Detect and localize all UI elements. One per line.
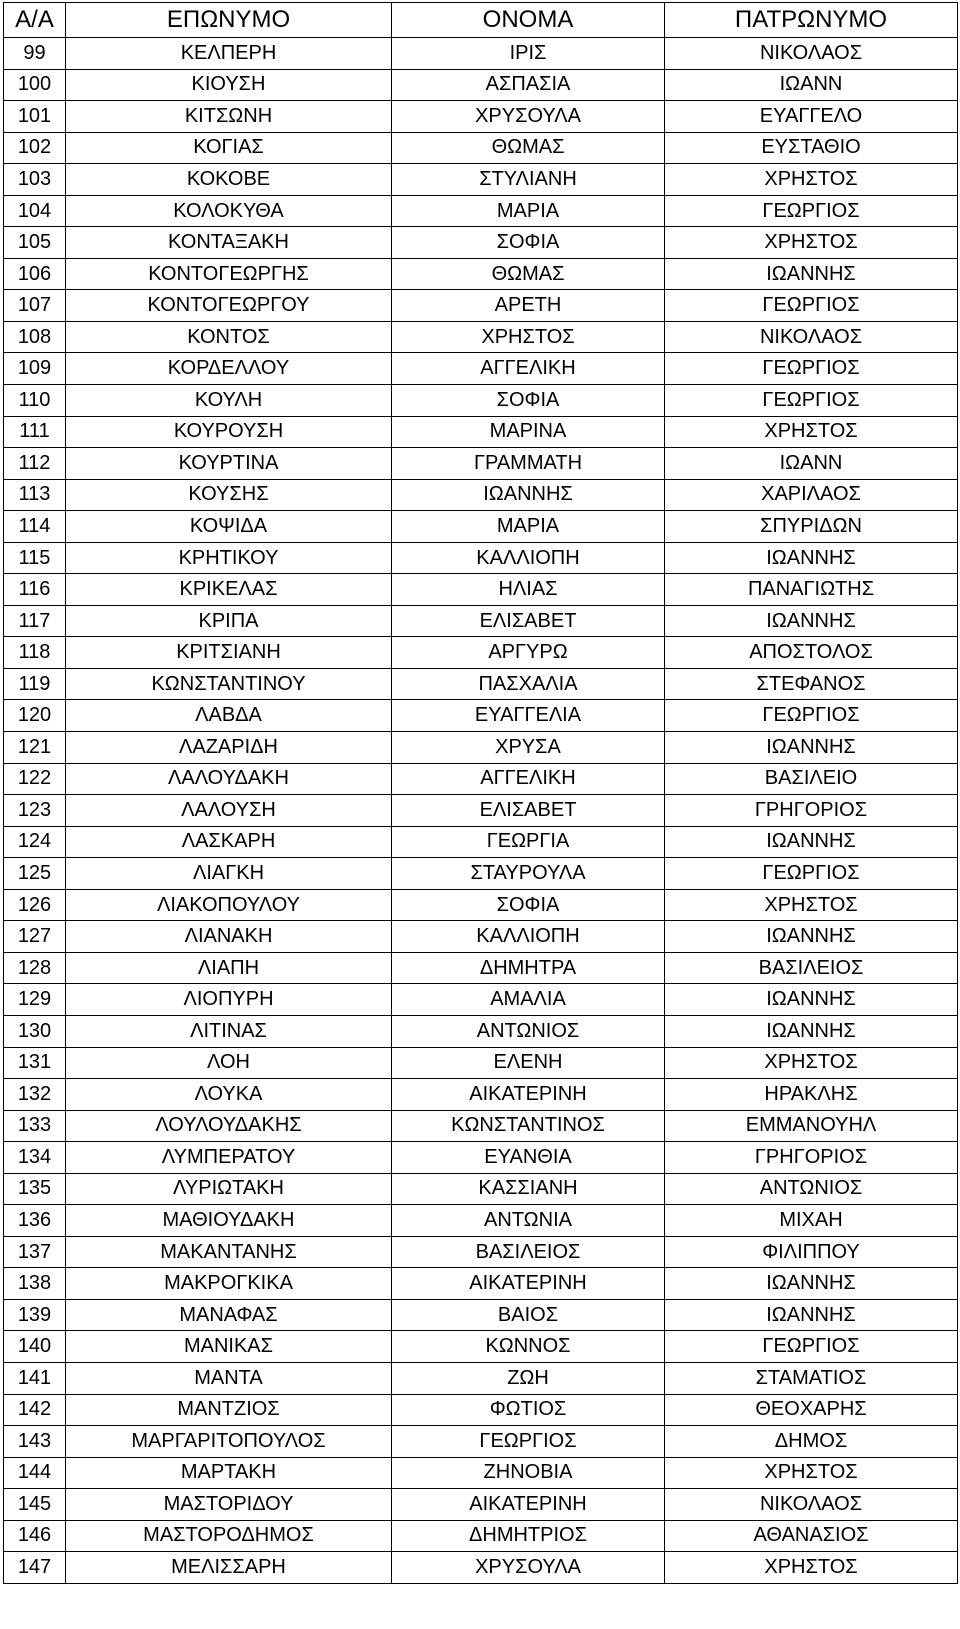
father-name-cell: ΔΗΜΟΣ [665, 1426, 958, 1458]
father-name-cell: ΙΩΑΝΝΗΣ [665, 984, 958, 1016]
surname-cell: ΛΟΗ [66, 1047, 392, 1079]
row-number-cell: 147 [4, 1552, 66, 1584]
name-cell: ΕΛΙΣΑΒΕΤ [392, 605, 665, 637]
name-cell: ΕΛΙΣΑΒΕΤ [392, 795, 665, 827]
row-number-cell: 107 [4, 290, 66, 322]
name-cell: ΖΗΝΟΒΙΑ [392, 1457, 665, 1489]
table-row [4, 1047, 958, 1079]
table-row [4, 511, 958, 543]
name-cell: ΕΛΕΝΗ [392, 1047, 665, 1079]
father-name-cell: ΜΙΧΑΗ [665, 1205, 958, 1237]
surname-cell: ΚΙΟΥΣΗ [66, 69, 392, 101]
row-number-cell: 144 [4, 1457, 66, 1489]
row-number-cell: 119 [4, 668, 66, 700]
row-number-cell: 118 [4, 637, 66, 669]
father-name-cell: ΧΡΗΣΤΟΣ [665, 416, 958, 448]
father-name-cell: ΙΩΑΝΝΗΣ [665, 826, 958, 858]
surname-cell: ΛΙΤΙΝΑΣ [66, 1015, 392, 1047]
table-header-row [4, 3, 958, 38]
row-number-cell: 105 [4, 227, 66, 259]
surname-cell: ΚΟΝΤΟΣ [66, 321, 392, 353]
father-name-cell: ΓΕΩΡΓΙΟΣ [665, 858, 958, 890]
row-number-cell: 108 [4, 321, 66, 353]
row-number-cell: 136 [4, 1205, 66, 1237]
row-number-cell: 123 [4, 795, 66, 827]
surname-cell: ΚΩΝΣΤΑΝΤΙΝΟΥ [66, 668, 392, 700]
table-row [4, 1362, 958, 1394]
table-row [4, 353, 958, 385]
surname-cell: ΛΑΣΚΑΡΗ [66, 826, 392, 858]
surname-cell: ΛΥΡΙΩΤΑΚΗ [66, 1173, 392, 1205]
row-number-cell: 133 [4, 1110, 66, 1142]
surname-cell: ΜΑΚΑΝΤΑΝΗΣ [66, 1236, 392, 1268]
name-cell: ΑΙΚΑΤΕΡΙΝΗ [392, 1079, 665, 1111]
father-name-cell: ΧΡΗΣΤΟΣ [665, 1047, 958, 1079]
name-cell: ΓΕΩΡΓΙΑ [392, 826, 665, 858]
table-row [4, 38, 958, 70]
name-cell: ΚΑΣΣΙΑΝΗ [392, 1173, 665, 1205]
table-row [4, 921, 958, 953]
table-row [4, 889, 958, 921]
table-row [4, 164, 958, 196]
row-number-cell: 120 [4, 700, 66, 732]
row-number-cell: 109 [4, 353, 66, 385]
table-row [4, 321, 958, 353]
surname-cell: ΚΟΝΤΑΞΑΚΗ [66, 227, 392, 259]
row-number-cell: 100 [4, 69, 66, 101]
name-cell: ΑΙΚΑΤΕΡΙΝΗ [392, 1268, 665, 1300]
surname-cell: ΛΟΥΚΑ [66, 1079, 392, 1111]
father-name-cell: ΕΜΜΑΝΟΥΗΛ [665, 1110, 958, 1142]
surname-cell: ΛΙΑΓΚΗ [66, 858, 392, 890]
father-name-cell: ΙΩΑΝΝΗΣ [665, 1299, 958, 1331]
surname-cell: ΜΑΣΤΟΡΟΔΗΜΟΣ [66, 1520, 392, 1552]
table-row [4, 1552, 958, 1584]
surname-cell: ΜΑΣΤΟΡΙΔΟΥ [66, 1489, 392, 1521]
table-row [4, 416, 958, 448]
name-cell: ΚΩΝΣΤΑΝΤΙΝΟΣ [392, 1110, 665, 1142]
table-row [4, 1394, 958, 1426]
name-cell: ΧΡΥΣΟΥΛΑ [392, 1552, 665, 1584]
name-cell: ΜΑΡΙΑ [392, 195, 665, 227]
name-cell: ΠΑΣΧΑΛΙΑ [392, 668, 665, 700]
father-name-cell: ΣΤΑΜΑΤΙΟΣ [665, 1362, 958, 1394]
father-name-cell: ΝΙΚΟΛΑΟΣ [665, 321, 958, 353]
surname-cell: ΛΙΑΠΗ [66, 952, 392, 984]
surname-cell: ΛΑΖΑΡΙΔΗ [66, 732, 392, 764]
name-cell: ΔΗΜΗΤΡΑ [392, 952, 665, 984]
father-name-cell: ΧΡΗΣΤΟΣ [665, 1552, 958, 1584]
table-row [4, 574, 958, 606]
row-number-cell: 128 [4, 952, 66, 984]
surname-cell: ΚΟΓΙΑΣ [66, 132, 392, 164]
surname-cell: ΛΑΛΟΥΔΑΚΗ [66, 763, 392, 795]
row-number-cell: 114 [4, 511, 66, 543]
name-cell: ΒΑΙΟΣ [392, 1299, 665, 1331]
row-number-cell: 141 [4, 1362, 66, 1394]
table-row [4, 69, 958, 101]
table-row [4, 1142, 958, 1174]
header-name: ΟΝΟΜΑ [392, 3, 665, 38]
name-cell: ΑΡΓΥΡΩ [392, 637, 665, 669]
name-cell: ΜΑΡΙΑ [392, 511, 665, 543]
header-father-name: ΠΑΤΡΩΝΥΜΟ [665, 3, 958, 38]
table-row [4, 700, 958, 732]
table-row [4, 1520, 958, 1552]
header-aa: Α/Α [4, 3, 66, 38]
name-cell: ΑΓΓΕΛΙΚΗ [392, 763, 665, 795]
surname-cell: ΚΟΝΤΟΓΕΩΡΓΗΣ [66, 258, 392, 290]
surname-cell: ΛΑΒΔΑ [66, 700, 392, 732]
table-row [4, 826, 958, 858]
row-number-cell: 138 [4, 1268, 66, 1300]
name-cell: ΧΡΗΣΤΟΣ [392, 321, 665, 353]
surname-cell: ΚΟΥΡΟΥΣΗ [66, 416, 392, 448]
table-row [4, 732, 958, 764]
name-cell: ΣΤΥΛΙΑΝΗ [392, 164, 665, 196]
father-name-cell: ΣΤΕΦΑΝΟΣ [665, 668, 958, 700]
row-number-cell: 135 [4, 1173, 66, 1205]
table-row [4, 1268, 958, 1300]
father-name-cell: ΙΩΑΝΝΗΣ [665, 1015, 958, 1047]
name-cell: ΖΩΗ [392, 1362, 665, 1394]
names-table [3, 2, 958, 1584]
surname-cell: ΚΟΛΟΚΥΘΑ [66, 195, 392, 227]
surname-cell: ΛΙΑΝΑΚΗ [66, 921, 392, 953]
surname-cell: ΚΟΨΙΔΑ [66, 511, 392, 543]
father-name-cell: ΓΕΩΡΓΙΟΣ [665, 195, 958, 227]
father-name-cell: ΓΕΩΡΓΙΟΣ [665, 353, 958, 385]
name-cell: ΣΟΦΙΑ [392, 385, 665, 417]
name-cell: ΘΩΜΑΣ [392, 258, 665, 290]
father-name-cell: ΧΡΗΣΤΟΣ [665, 1457, 958, 1489]
table-row [4, 1173, 958, 1205]
surname-cell: ΚΟΡΔΕΛΛΟΥ [66, 353, 392, 385]
father-name-cell: ΦΙΛΙΠΠΟΥ [665, 1236, 958, 1268]
row-number-cell: 143 [4, 1426, 66, 1458]
name-cell: ΑΙΚΑΤΕΡΙΝΗ [392, 1489, 665, 1521]
father-name-cell: ΧΡΗΣΤΟΣ [665, 227, 958, 259]
name-cell: ΒΑΣΙΛΕΙΟΣ [392, 1236, 665, 1268]
surname-cell: ΜΑΘΙΟΥΔΑΚΗ [66, 1205, 392, 1237]
table-row [4, 542, 958, 574]
father-name-cell: ΕΥΣΤΑΘΙΟ [665, 132, 958, 164]
row-number-cell: 111 [4, 416, 66, 448]
row-number-cell: 104 [4, 195, 66, 227]
table-row [4, 637, 958, 669]
father-name-cell: ΧΡΗΣΤΟΣ [665, 889, 958, 921]
name-cell: ΙΩΑΝΝΗΣ [392, 479, 665, 511]
table-row [4, 1236, 958, 1268]
name-cell: ΑΝΤΩΝΙΟΣ [392, 1015, 665, 1047]
surname-cell: ΚΟΥΛΗ [66, 385, 392, 417]
father-name-cell: ΑΝΤΩΝΙΟΣ [665, 1173, 958, 1205]
name-cell: ΑΜΑΛΙΑ [392, 984, 665, 1016]
father-name-cell: ΕΥΑΓΓΕΛΟ [665, 101, 958, 133]
name-cell: ΑΝΤΩΝΙΑ [392, 1205, 665, 1237]
row-number-cell: 132 [4, 1079, 66, 1111]
table-row [4, 763, 958, 795]
table-row [4, 1205, 958, 1237]
father-name-cell: ΑΘΑΝΑΣΙΟΣ [665, 1520, 958, 1552]
surname-cell: ΚΟΥΣΗΣ [66, 479, 392, 511]
table-row [4, 1457, 958, 1489]
surname-cell: ΛΙΑΚΟΠΟΥΛΟΥ [66, 889, 392, 921]
surname-cell: ΜΑΝΑΦΑΣ [66, 1299, 392, 1331]
father-name-cell: ΓΡΗΓΟΡΙΟΣ [665, 795, 958, 827]
name-cell: ΦΩΤΙΟΣ [392, 1394, 665, 1426]
surname-cell: ΜΕΛΙΣΣΑΡΗ [66, 1552, 392, 1584]
name-cell: ΑΓΓΕΛΙΚΗ [392, 353, 665, 385]
table-row [4, 605, 958, 637]
table-row [4, 1110, 958, 1142]
table-row [4, 101, 958, 133]
table-row [4, 1426, 958, 1458]
table-row [4, 952, 958, 984]
row-number-cell: 130 [4, 1015, 66, 1047]
name-cell: ΕΥΑΝΘΙΑ [392, 1142, 665, 1174]
surname-cell: ΚΡΙΠΑ [66, 605, 392, 637]
surname-cell: ΛΑΛΟΥΣΗ [66, 795, 392, 827]
row-number-cell: 121 [4, 732, 66, 764]
header-surname: ΕΠΩΝΥΜΟ [66, 3, 392, 38]
name-cell: ΔΗΜΗΤΡΙΟΣ [392, 1520, 665, 1552]
table-row [4, 1331, 958, 1363]
father-name-cell: ΙΩΑΝΝΗΣ [665, 732, 958, 764]
table-row [4, 258, 958, 290]
row-number-cell: 137 [4, 1236, 66, 1268]
father-name-cell: ΒΑΣΙΛΕΙΟΣ [665, 952, 958, 984]
surname-cell: ΛΟΥΛΟΥΔΑΚΗΣ [66, 1110, 392, 1142]
surname-cell: ΜΑΚΡΟΓΚΙΚΑ [66, 1268, 392, 1300]
name-cell: ΑΡΕΤΗ [392, 290, 665, 322]
surname-cell: ΚΕΛΠΕΡΗ [66, 38, 392, 70]
row-number-cell: 126 [4, 889, 66, 921]
father-name-cell: ΙΩΑΝΝΗΣ [665, 258, 958, 290]
father-name-cell: ΓΕΩΡΓΙΟΣ [665, 700, 958, 732]
row-number-cell: 146 [4, 1520, 66, 1552]
surname-cell: ΛΥΜΠΕΡΑΤΟΥ [66, 1142, 392, 1174]
table-row [4, 668, 958, 700]
row-number-cell: 140 [4, 1331, 66, 1363]
father-name-cell: ΙΩΑΝΝΗΣ [665, 1268, 958, 1300]
father-name-cell: ΙΩΑΝΝ [665, 448, 958, 480]
row-number-cell: 99 [4, 38, 66, 70]
table-row [4, 984, 958, 1016]
row-number-cell: 139 [4, 1299, 66, 1331]
surname-cell: ΜΑΝΙΚΑΣ [66, 1331, 392, 1363]
row-number-cell: 129 [4, 984, 66, 1016]
father-name-cell: ΝΙΚΟΛΑΟΣ [665, 1489, 958, 1521]
name-cell: ΗΛΙΑΣ [392, 574, 665, 606]
table-row [4, 385, 958, 417]
table-row [4, 479, 958, 511]
father-name-cell: ΓΡΗΓΟΡΙΟΣ [665, 1142, 958, 1174]
table-row [4, 795, 958, 827]
row-number-cell: 122 [4, 763, 66, 795]
name-cell: ΘΩΜΑΣ [392, 132, 665, 164]
name-cell: ΚΩΝΝΟΣ [392, 1331, 665, 1363]
name-cell: ΣΟΦΙΑ [392, 889, 665, 921]
table-row [4, 1299, 958, 1331]
surname-cell: ΚΙΤΣΩΝΗ [66, 101, 392, 133]
row-number-cell: 102 [4, 132, 66, 164]
row-number-cell: 145 [4, 1489, 66, 1521]
table-row [4, 1489, 958, 1521]
surname-cell: ΚΡΙΤΣΙΑΝΗ [66, 637, 392, 669]
name-cell: ΑΣΠΑΣΙΑ [392, 69, 665, 101]
table-row [4, 1079, 958, 1111]
father-name-cell: ΣΠΥΡΙΔΩΝ [665, 511, 958, 543]
father-name-cell: ΝΙΚΟΛΑΟΣ [665, 38, 958, 70]
row-number-cell: 117 [4, 605, 66, 637]
father-name-cell: ΙΩΑΝΝΗΣ [665, 921, 958, 953]
table-row [4, 195, 958, 227]
father-name-cell: ΧΡΗΣΤΟΣ [665, 164, 958, 196]
row-number-cell: 116 [4, 574, 66, 606]
name-cell: ΣΤΑΥΡΟΥΛΑ [392, 858, 665, 890]
row-number-cell: 125 [4, 858, 66, 890]
table-row [4, 858, 958, 890]
father-name-cell: ΓΕΩΡΓΙΟΣ [665, 1331, 958, 1363]
name-cell: ΧΡΥΣΟΥΛΑ [392, 101, 665, 133]
row-number-cell: 101 [4, 101, 66, 133]
table-row [4, 1015, 958, 1047]
row-number-cell: 124 [4, 826, 66, 858]
surname-cell: ΚΟΝΤΟΓΕΩΡΓΟΥ [66, 290, 392, 322]
father-name-cell: ΙΩΑΝΝΗΣ [665, 542, 958, 574]
table-row [4, 132, 958, 164]
table-body [4, 38, 958, 1584]
name-cell: ΓΡΑΜΜΑΤΗ [392, 448, 665, 480]
father-name-cell: ΓΕΩΡΓΙΟΣ [665, 290, 958, 322]
father-name-cell: ΑΠΟΣΤΟΛΟΣ [665, 637, 958, 669]
row-number-cell: 106 [4, 258, 66, 290]
surname-cell: ΚΟΥΡΤΙΝΑ [66, 448, 392, 480]
table-row [4, 290, 958, 322]
father-name-cell: ΗΡΑΚΛΗΣ [665, 1079, 958, 1111]
row-number-cell: 103 [4, 164, 66, 196]
name-cell: ΜΑΡΙΝΑ [392, 416, 665, 448]
surname-cell: ΛΙΟΠΥΡΗ [66, 984, 392, 1016]
surname-cell: ΚΟΚΟΒΕ [66, 164, 392, 196]
surname-cell: ΜΑΝΤΑ [66, 1362, 392, 1394]
father-name-cell: ΙΩΑΝΝ [665, 69, 958, 101]
name-cell: ΓΕΩΡΓΙΟΣ [392, 1426, 665, 1458]
table-row [4, 448, 958, 480]
row-number-cell: 110 [4, 385, 66, 417]
name-cell: ΚΑΛΛΙΟΠΗ [392, 921, 665, 953]
names-table-container [3, 2, 957, 1584]
row-number-cell: 142 [4, 1394, 66, 1426]
row-number-cell: 113 [4, 479, 66, 511]
surname-cell: ΜΑΝΤΖΙΟΣ [66, 1394, 392, 1426]
row-number-cell: 115 [4, 542, 66, 574]
surname-cell: ΚΡΙΚΕΛΑΣ [66, 574, 392, 606]
row-number-cell: 127 [4, 921, 66, 953]
father-name-cell: ΓΕΩΡΓΙΟΣ [665, 385, 958, 417]
father-name-cell: ΘΕΟΧΑΡΗΣ [665, 1394, 958, 1426]
name-cell: ΚΑΛΛΙΟΠΗ [392, 542, 665, 574]
row-number-cell: 134 [4, 1142, 66, 1174]
surname-cell: ΚΡΗΤΙΚΟΥ [66, 542, 392, 574]
surname-cell: ΜΑΡΤΑΚΗ [66, 1457, 392, 1489]
surname-cell: ΜΑΡΓΑΡΙΤΟΠΟΥΛΟΣ [66, 1426, 392, 1458]
father-name-cell: ΧΑΡΙΛΑΟΣ [665, 479, 958, 511]
father-name-cell: ΒΑΣΙΛΕΙΟ [665, 763, 958, 795]
father-name-cell: ΠΑΝΑΓΙΩΤΗΣ [665, 574, 958, 606]
name-cell: ΕΥΑΓΓΕΛΙΑ [392, 700, 665, 732]
name-cell: ΙΡΙΣ [392, 38, 665, 70]
row-number-cell: 131 [4, 1047, 66, 1079]
name-cell: ΣΟΦΙΑ [392, 227, 665, 259]
row-number-cell: 112 [4, 448, 66, 480]
table-row [4, 227, 958, 259]
father-name-cell: ΙΩΑΝΝΗΣ [665, 605, 958, 637]
name-cell: ΧΡΥΣΑ [392, 732, 665, 764]
